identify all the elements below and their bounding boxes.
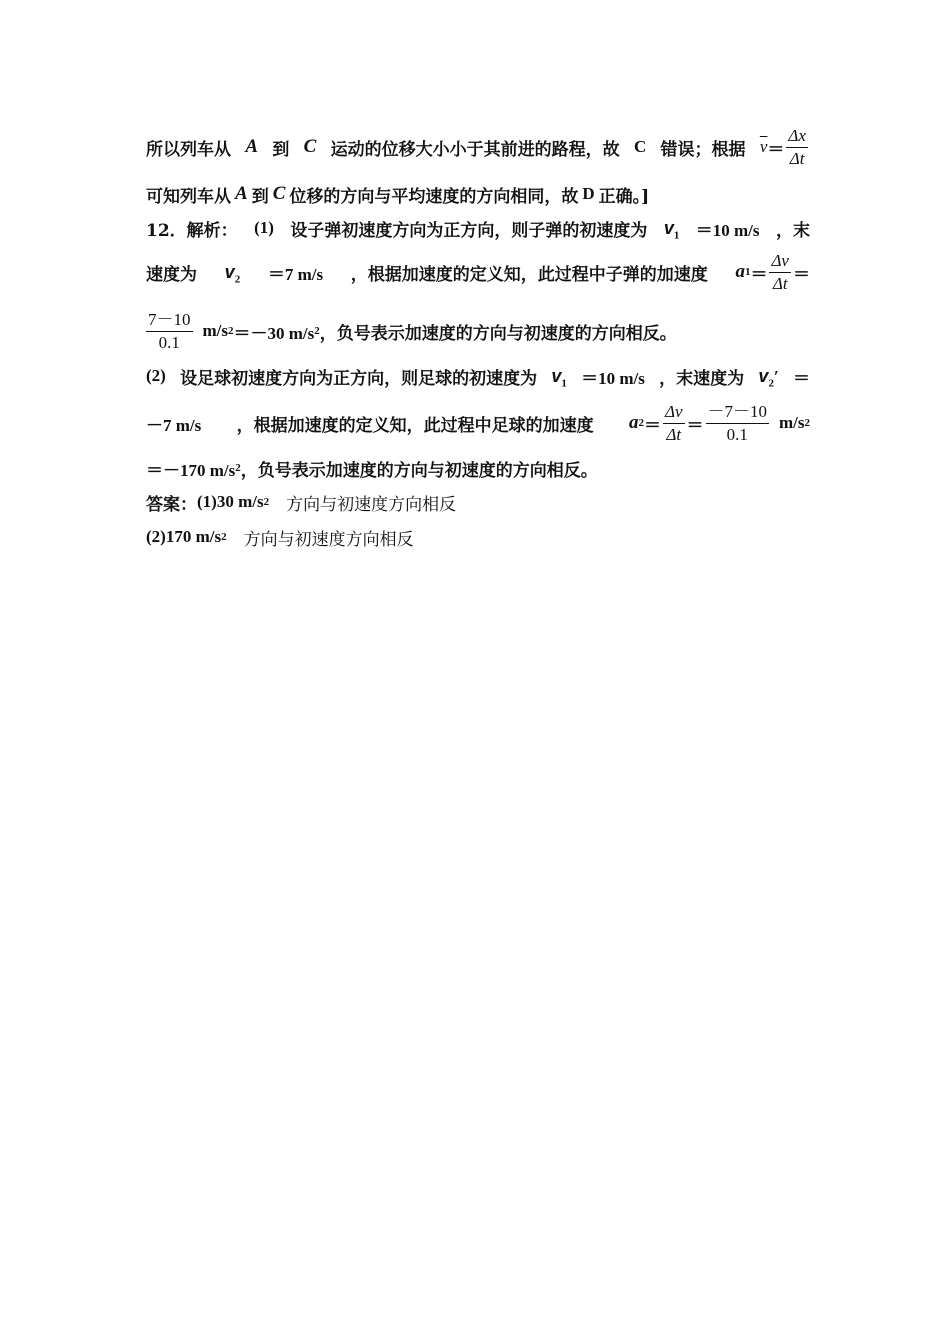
subscript: 1 [561,376,567,389]
vector-symbol: v [758,365,769,386]
part-label: (1) [254,218,274,237]
answer-value: (2)170 m/s [146,527,222,546]
equals-sign: ＝ [643,415,661,436]
value: ＝10 m/s [581,368,645,388]
subscript: 2 [768,376,774,389]
text-line-1 [146,127,810,167]
text-segment: ，根据加速度的定义知，此过程中子弹的加速度 [350,264,708,285]
prime-mark: ′ [773,366,779,386]
equals-sign: ＝ [750,264,768,285]
subscript: 1 [673,228,680,241]
text-segment: ，负号表示加速度的方向与初速度的方向相反。 [319,323,677,344]
point-c: C [303,136,317,157]
text-segment: 速度为 [146,264,197,285]
fraction-7-minus-10-over-0-1 [146,310,193,353]
fraction-numerator: 7－10 [146,310,193,332]
average-velocity-formula [760,126,810,169]
text-line-4 [146,252,810,292]
velocity-v2 [225,262,241,283]
equals-sign: ＝ [792,368,810,389]
answer-text: 方向与初速度方向相反 [269,494,457,515]
unit: m/s [779,413,805,432]
acceleration-symbol: a [735,261,745,282]
subscript: 2 [234,272,241,285]
point-c: C [272,183,286,204]
text-segment: 运动的位移大小小于其前进的路程，故 [330,139,620,160]
fraction-numerator: Δv [769,251,791,273]
fraction-dv-dt [769,251,791,294]
acceleration-formula: a 1 ＝ $\frac{\Delta v}{\Delta t}$ ＝ [735,250,810,293]
text-segment: 所以列车从 [146,139,231,160]
equals-sign: ＝ [767,139,785,160]
text-segment: 可知列车从 [146,186,231,207]
text-line-6 [146,356,810,396]
value: ＝－170 m/s [146,460,236,480]
question-label: 12．解析： [146,220,238,241]
fraction-minus7-minus-10-over-0-1 [706,402,770,445]
acceleration-symbol: a [628,412,639,433]
acceleration-formula: a 2 ＝ $\frac{\Delta v}{\Delta t}$ ＝ $\frac{-7-10}{0.1}$ m/s 2 [628,401,810,444]
text-segment: 位移的方向与平均速度的方向相同，故 [289,186,579,207]
point-a: A [235,183,248,204]
velocity-v1 [551,366,567,387]
option-c: C [633,137,647,156]
equals-sign: ＝ [792,264,810,285]
text-segment: 正确。] [598,186,650,207]
value: ＝7 m/s [267,264,324,284]
fraction-dv-dt [663,402,685,445]
value: －7 m/s [146,415,202,435]
fraction-numerator: －7－10 [706,402,770,424]
answer-text: 方向与初速度方向相反 [226,529,414,550]
fraction-denominator: 0.1 [726,424,748,444]
vector-symbol: v [663,217,674,238]
average-velocity-symbol: $\overline{v}$ [759,137,768,156]
text-segment: 错误；根据 [660,139,746,160]
text-segment: 设足球初速度方向为正方向，则足球的初速度为 [180,368,538,389]
fraction-numerator: Δx [786,126,808,148]
text-line-7 [146,400,810,446]
equals-sign: ＝ [686,415,704,436]
value: ＝－30 m/s [233,323,315,343]
vector-symbol: v [551,365,562,386]
part-label: (2) [146,366,166,385]
answer-label: 答案： [146,494,197,515]
answer-line-1: 答案： (1)30 m/s 2 方向与初速度方向相反 [146,482,810,522]
velocity-v2-prime [758,366,778,387]
unit: m/s [202,321,228,340]
fraction-dx-dt [786,126,808,169]
text-segment: ，负号表示加速度的方向与初速度的方向相反。 [240,460,598,481]
fraction-denominator: Δt [666,424,682,444]
fraction-numerator: Δv [663,402,685,424]
text-segment: ，根据加速度的定义知，此过程中足球的加速度 [236,415,594,436]
answer-line-2: (2)170 m/s 2 方向与初速度方向相反 [146,517,810,557]
fraction-denominator: Δt [772,273,788,293]
vector-symbol: v [224,261,235,282]
velocity-v1 [664,218,680,239]
text-segment: 设子弹初速度方向为正方向，则子弹的初速度为 [290,220,648,241]
text-line-3 [146,208,810,248]
text-segment: 到 [251,186,269,207]
text-line-5: $\frac{7-10}{0.1}$ m/s 2 ＝－30 m/s 2 ，负号表示加速度的方向与初速度的方向相反。 [148,309,677,352]
answer-value: (1)30 m/s [197,492,264,511]
fraction-denominator: Δt [789,148,805,168]
option-d: D [582,184,595,203]
text-segment: ，末 [775,220,810,241]
text-line-8: ＝－170 m/s 2 ，负号表示加速度的方向与初速度的方向相反。 [146,448,810,488]
value: ＝10 m/s [695,220,760,240]
text-segment: ，末速度为 [659,368,745,389]
text-segment: 到 [272,139,290,160]
fraction-denominator: 0.1 [158,332,180,352]
point-a: A [245,136,258,157]
